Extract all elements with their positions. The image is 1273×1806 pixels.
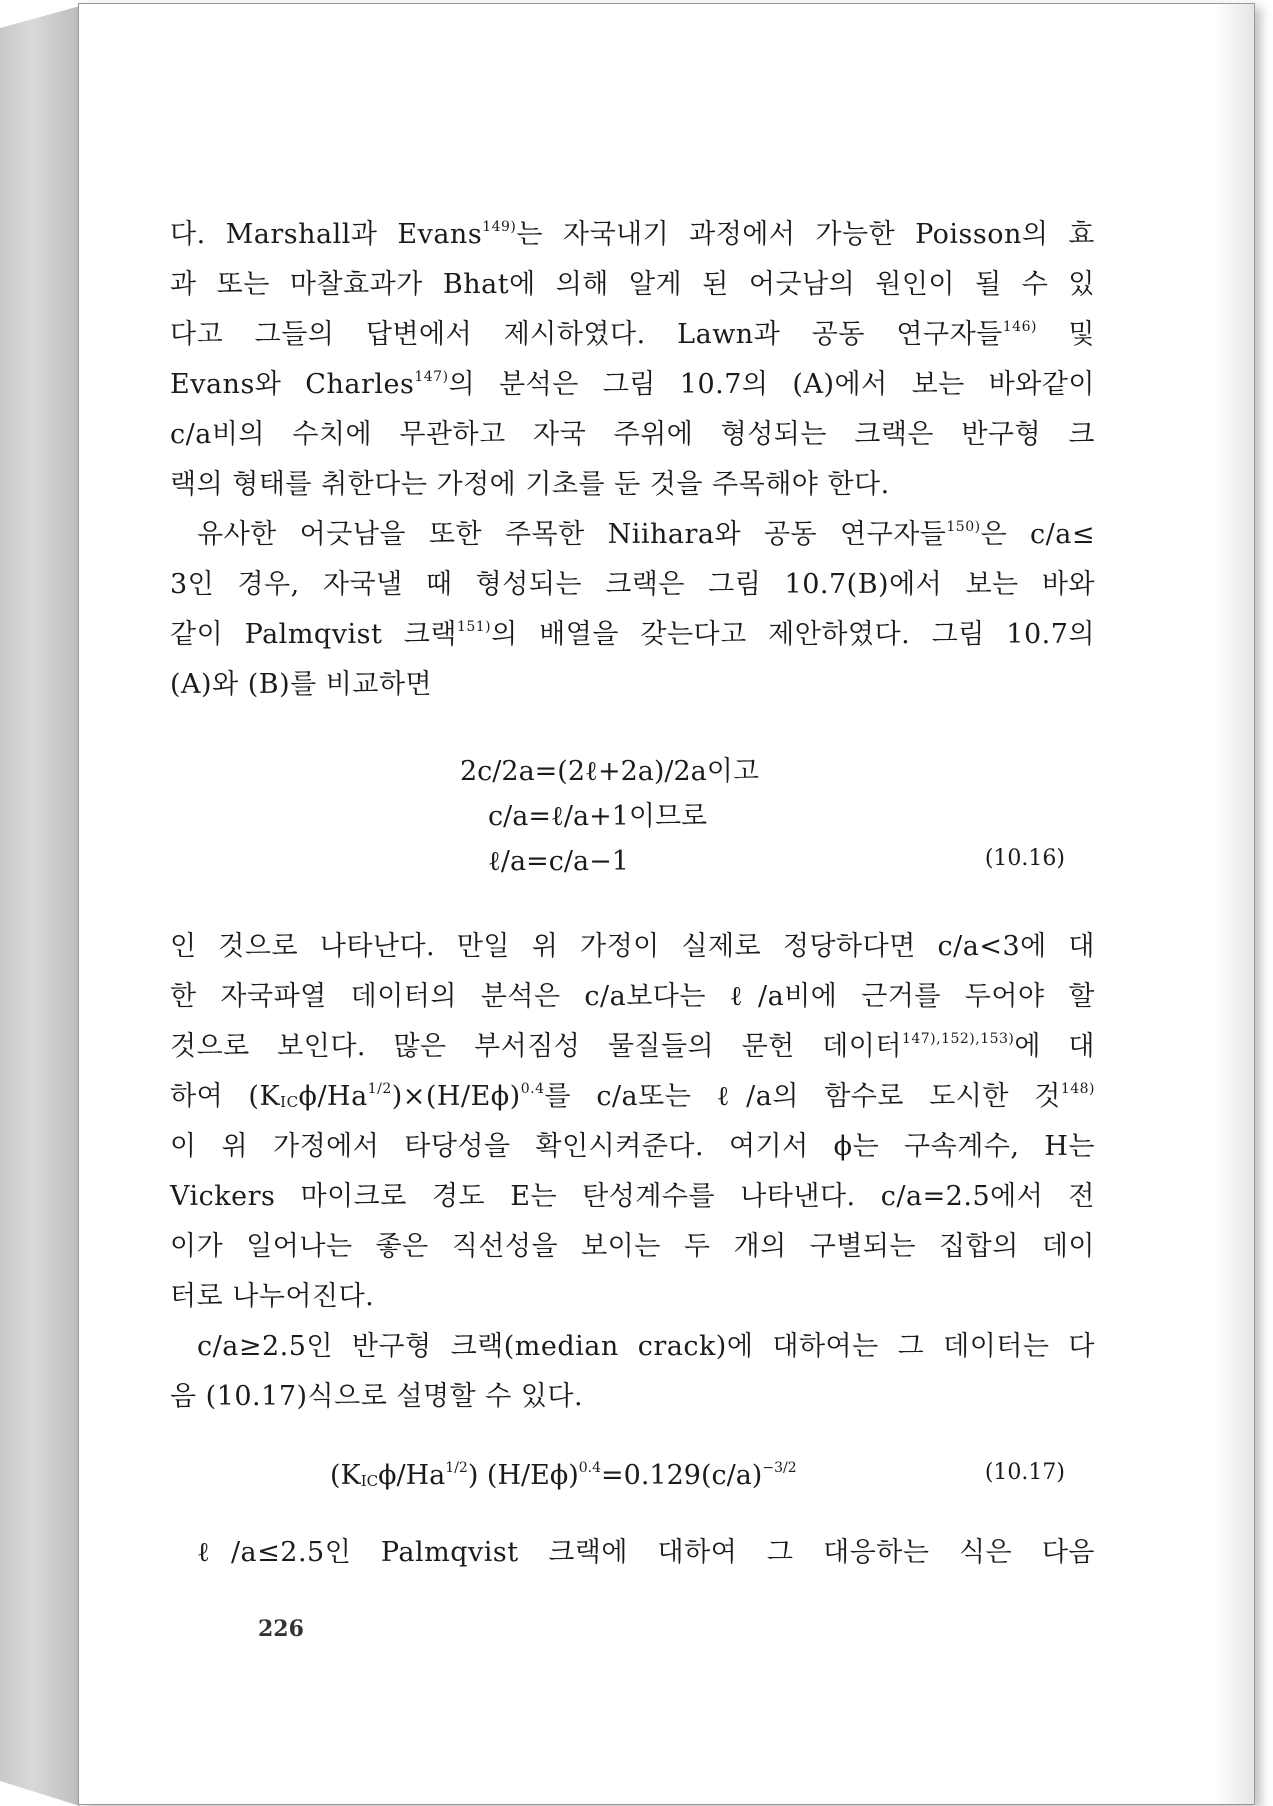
- text-line: 터로 나누어진다.: [170, 1281, 375, 1312]
- citation-superscript: 149): [482, 219, 517, 235]
- equation-line: c/a=ℓ/a+1이므로: [488, 801, 708, 832]
- text-line: 한 자국파열 데이터의 분석은 c/a보다는 ℓ/a비에 근거를 두어야 할: [170, 981, 1095, 1012]
- paragraph-2: [170, 510, 1095, 710]
- text-line: Evans와 Charles$^{147)}$의 분석은 그림 10.7의 (A)에서 보는 바와같이: [170, 369, 1095, 400]
- citation-superscript: 146): [1002, 319, 1037, 335]
- text-line: 같이 Palmqvist 크랙$^{151)}$의 배열을 갖는다고 제안하였다. 그림 10.7의: [170, 619, 1095, 650]
- text-line: 이 위 가정에서 타당성을 확인시켜준다. 여기서 ϕ는 구속계수, H는: [170, 1131, 1095, 1162]
- text-line: 인 것으로 나타난다. 만일 위 가정이 실제로 정당하다면 c/a<3에 대: [170, 931, 1095, 962]
- citation-superscript: 147),152),153): [901, 1031, 1015, 1047]
- text-line: 것으로 보인다. 많은 부서짐성 물질들의 문헌 데이터$^{147),152),153)}$에 대: [170, 1031, 1095, 1062]
- text-line: 과 또는 마찰효과가 Bhat에 의해 알게 된 어긋남의 원인이 될 수 있: [170, 269, 1095, 300]
- paragraph-5: [170, 1528, 1095, 1578]
- text-line: (A)와 (B)를 비교하면: [170, 669, 433, 700]
- text-line: 이가 일어나는 좋은 직선성을 보이는 두 개의 구별되는 집합의 데이: [170, 1231, 1095, 1262]
- text-line: 유사한 어긋남을 또한 주목한 Niihara와 공동 연구자들$^{150)}$은 c/a≤: [197, 519, 1095, 550]
- paragraph-1: [170, 210, 1095, 510]
- paragraph-3: [170, 922, 1095, 1322]
- equation-line: 2c/2a=(2ℓ+2a)/2a이고: [460, 756, 759, 787]
- text-line: 하여 $(K_{IC}\phi/Ha^{1/2})\times(H/E\phi)^{0.4}$를 c/a또는 ℓ/a의 함수로 도시한 것$^{148)}$: [170, 1081, 1095, 1112]
- page-content: [170, 210, 1095, 1578]
- equation-number: (10.17): [984, 1460, 1065, 1485]
- citation-superscript: 148): [1060, 1081, 1095, 1097]
- citation-superscript: 150): [946, 519, 981, 535]
- text-line: 다고 그들의 답변에서 제시하였다. Lawn과 공동 연구자들$^{146)}$ 및: [170, 319, 1096, 350]
- page-number: 226: [258, 1616, 304, 1642]
- book-spine: [0, 6, 80, 1806]
- citation-superscript: 147): [414, 369, 449, 385]
- text-line: 다. Marshall과 Evans$^{149)}$는 자국내기 과정에서 가능한 Poisson의 효: [170, 219, 1095, 250]
- equation-line: $(K_{IC}\phi/Ha^{1/2})$ $(H/E\phi)^{0.4}=0.129(c/a)^{-3/2}$: [330, 1460, 797, 1491]
- text-line: 3인 경우, 자국낼 때 형성되는 크랙은 그림 10.7(B)에서 보는 바와: [170, 569, 1095, 600]
- paragraph-4: [170, 1322, 1095, 1422]
- text-line: 음 (10.17)식으로 설명할 수 있다.: [170, 1381, 584, 1412]
- equation-10-16: [170, 734, 1095, 904]
- page-edge-shade: [1214, 4, 1254, 1804]
- text-line: Vickers 마이크로 경도 E는 탄성계수를 나타낸다. c/a=2.5에서 전: [170, 1181, 1095, 1212]
- equation-number: (10.16): [984, 846, 1065, 871]
- equation-10-17: [170, 1442, 1095, 1512]
- citation-superscript: 151): [456, 619, 492, 635]
- text-line: c/a비의 수치에 무관하고 자국 주위에 형성되는 크랙은 반구형 크: [170, 419, 1095, 450]
- text-line: 랙의 형태를 취한다는 가정에 기초를 둔 것을 주목해야 한다.: [170, 469, 890, 500]
- equation-line: ℓ/a=c/a−1: [488, 846, 629, 877]
- text-line: c/a≥2.5인 반구형 크랙(median crack)에 대하여는 그 데이터는 다: [197, 1331, 1095, 1362]
- text-line: ℓ/a≤2.5인 Palmqvist 크랙에 대하여 그 대응하는 식은 다음: [197, 1537, 1095, 1568]
